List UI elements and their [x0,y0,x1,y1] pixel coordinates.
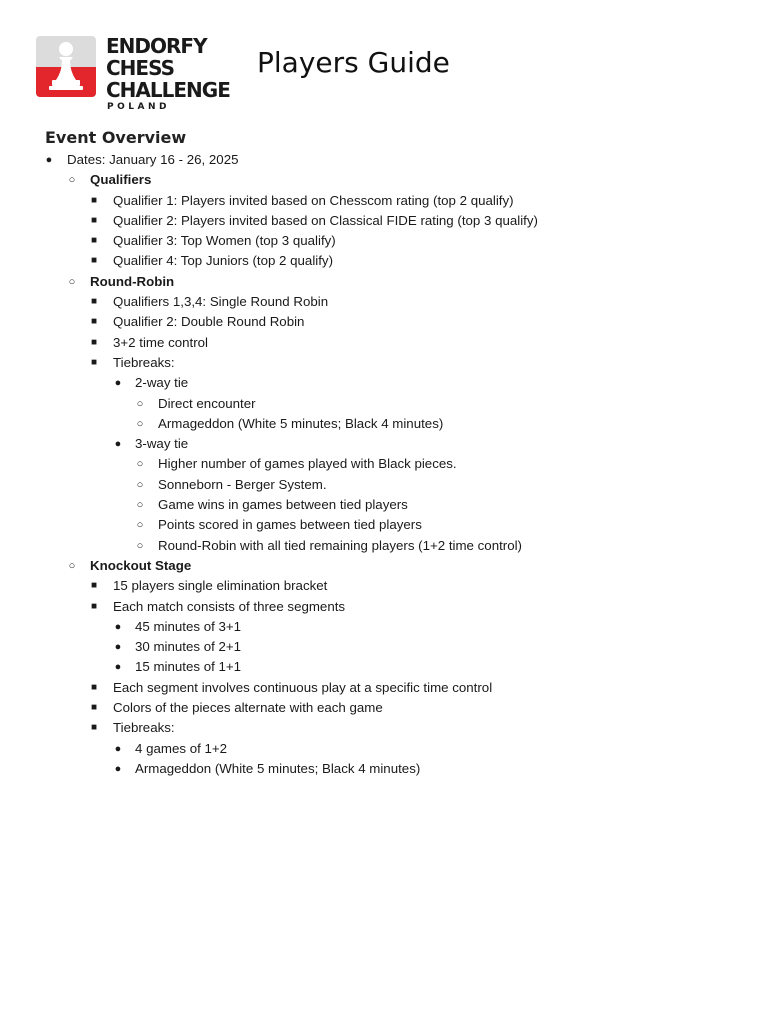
list-item-text: Colors of the pieces alternate with each game [113,700,383,716]
list-item [0,698,768,718]
list-item [0,657,768,677]
list-item [0,251,768,271]
logo-subtitle: POLAND [107,102,170,112]
list-item [0,312,768,332]
list-item [0,495,768,515]
bullet-icon: ○ [136,478,144,491]
bullet-icon: ■ [90,255,98,267]
list-item [0,394,768,414]
list-item [0,231,768,251]
list-item-text: Qualifier 3: Top Women (top 3 qualify) [113,233,336,249]
list-item [0,576,768,596]
list-item [0,170,768,190]
list-item-text: Qualifier 4: Top Juniors (top 2 qualify) [113,253,334,269]
list-item-text: Higher number of games played with Black pieces. [158,456,457,472]
list-item-text: Game wins in games between tied players [158,497,408,513]
list-item [0,414,768,434]
list-item [0,515,768,535]
bullet-icon: ■ [90,580,98,592]
list-item-text: 15 minutes of 1+1 [135,659,242,675]
bullet-icon: ■ [90,336,98,348]
list-item-text: 45 minutes of 3+1 [135,618,242,634]
bullet-icon: ○ [136,417,144,430]
list-item-text: Sonneborn - Berger System. [158,476,327,492]
bullet-icon: ■ [90,214,98,226]
bullet-icon: ■ [90,702,98,714]
list-item-text: Direct encounter [158,395,256,411]
list-item-text: 15 players single elimination bracket [113,578,328,594]
list-item-text: Each segment involves continuous play at a specific time control [113,679,493,695]
list-item-text: Dates: January 16 - 26, 2025 [67,152,239,167]
logo-line-3: CHALLENGE [106,78,230,102]
list-item-text: Knockout Stage [90,557,192,573]
list-item [0,637,768,657]
list-item [0,373,768,393]
bullet-icon: ■ [90,194,98,206]
list-item-text: Points scored in games between tied players [158,517,422,533]
bullet-icon: ● [114,620,122,633]
bullet-icon: ■ [90,235,98,247]
bullet-icon: ■ [90,722,98,734]
bullet-icon: ■ [90,316,98,328]
bullet-icon: ● [114,641,122,654]
bullet-icon: ■ [90,296,98,308]
bullet-icon: ● [114,742,122,755]
list-item-text: 3+2 time control [113,334,208,350]
list-item-text: Armageddon (White 5 minutes; Black 4 minutes) [158,415,444,431]
bullet-icon: ● [114,377,122,390]
list-item-text: Qualifier 1: Players invited based on Chesscom rating (top 2 qualify) [113,192,514,208]
list-item [0,292,768,312]
bullet-icon: ○ [136,499,144,512]
section-heading: Event Overview [45,128,187,147]
list-item-text: Each match consists of three segments [113,598,346,614]
list-item [0,617,768,637]
list-item-text: 4 games of 1+2 [135,740,228,756]
bullet-icon: ○ [136,458,144,471]
list-item-text: Tiebreaks: [113,720,175,736]
list-item-text: Tiebreaks: [113,354,175,370]
list-item-text: 3-way tie [135,436,189,452]
bullet-icon: ○ [68,559,76,572]
list-item-text: Qualifiers [90,172,152,188]
bullet-icon: ■ [90,600,98,612]
list-item [0,556,768,576]
page-title: Players Guide [257,46,450,79]
list-item [0,536,768,556]
list-item [0,333,768,353]
header [36,34,736,114]
list-item [0,191,768,211]
list-item [0,739,768,759]
bullet-icon: ○ [136,397,144,410]
logo-wordmark [106,36,230,112]
bullet-icon: ● [114,438,122,451]
list-item-text: 30 minutes of 2+1 [135,639,242,655]
list-item [0,150,768,170]
list-item-text: Qualifiers 1,3,4: Single Round Robin [113,294,329,310]
list-item-text: Qualifier 2: Double Round Robin [113,314,305,330]
bullet-icon: ■ [90,681,98,693]
event-overview-outline [0,150,768,779]
bullet-icon: ● [45,154,53,166]
bullet-icon: ○ [136,519,144,532]
list-item [0,759,768,779]
list-item [0,353,768,373]
list-item [0,211,768,231]
list-item-text: Round-Robin with all tied remaining players (1+2 time control) [158,537,522,553]
list-item-text: Qualifier 2: Players invited based on Classical FIDE rating (top 3 qualify) [113,212,538,228]
list-item [0,475,768,495]
list-item-text: Armageddon (White 5 minutes; Black 4 minutes) [135,760,421,776]
list-item [0,434,768,454]
bullet-icon: ○ [68,174,76,187]
bullet-icon: ● [114,762,122,775]
list-item [0,597,768,617]
list-item [0,272,768,292]
logo-line-2: CHESS [106,56,174,80]
bullet-icon: ○ [68,275,76,288]
list-item-text: Round-Robin [90,273,175,289]
logo-line-1: ENDORFY [106,34,207,58]
chess-pawn-logo-icon [36,36,96,97]
bullet-icon: ○ [136,539,144,552]
bullet-icon: ■ [90,356,98,368]
bullet-icon: ● [114,661,122,674]
list-item-text: 2-way tie [135,375,189,391]
list-item [0,454,768,474]
list-item [0,678,768,698]
list-item [0,718,768,738]
